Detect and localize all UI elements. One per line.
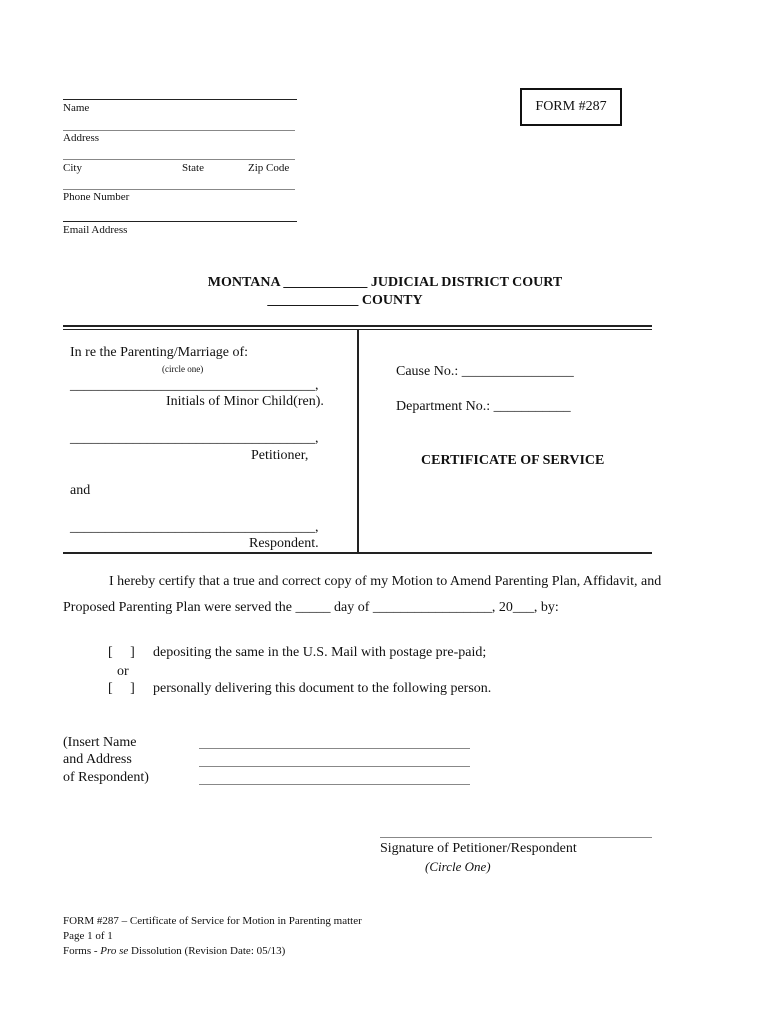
name-line[interactable]	[63, 99, 297, 100]
footer-page-number: Page 1 of 1	[63, 930, 113, 942]
signature-line[interactable]	[380, 837, 652, 838]
insert-label-line1: (Insert Name	[63, 735, 137, 750]
respondent-blank[interactable]: ___________________________________,	[70, 520, 319, 535]
footer-pro-se: Pro se	[100, 945, 129, 957]
petitioner-label: Petitioner,	[251, 448, 309, 463]
email-line[interactable]	[63, 221, 297, 222]
signature-label: Signature of Petitioner/Respondent	[380, 841, 577, 856]
caption-rule-top	[63, 325, 652, 327]
mail-checkbox[interactable]: [ ]	[108, 645, 135, 660]
and-label: and	[70, 483, 91, 498]
insert-label-line2: and Address	[63, 752, 132, 767]
personal-option-text: personally delivering this document to the following person.	[153, 681, 492, 696]
phone-label: Phone Number	[63, 191, 130, 203]
address-line[interactable]	[63, 130, 295, 131]
form-number-box	[520, 88, 622, 126]
court-heading-line2	[0, 293, 690, 309]
zip-label: Zip Code	[248, 162, 290, 174]
cause-number[interactable]: Cause No.: ________________	[396, 364, 574, 379]
form-number: FORM #287	[535, 99, 607, 114]
footer-revision	[63, 945, 285, 957]
court-heading-line1	[0, 275, 770, 291]
insert-label-line3: of Respondent)	[63, 770, 149, 785]
court-name: JUDICIAL DISTRICT COURT	[370, 275, 563, 290]
mail-option-text: depositing the same in the U.S. Mail with postage pre-paid;	[153, 645, 487, 660]
initials-label: Initials of Minor Child(ren).	[166, 394, 324, 409]
address-label: Address	[63, 132, 100, 144]
district-blank[interactable]: ____________	[283, 275, 368, 290]
footer-revision-suffix: Dissolution (Revision Date: 05/13)	[128, 945, 286, 957]
circle-one-note: (circle one)	[162, 364, 204, 374]
document-title: CERTIFICATE OF SERVICE	[421, 453, 605, 468]
caption-divider	[357, 330, 359, 552]
respondent-address-line-1[interactable]	[199, 748, 470, 749]
respondent-address-line-2[interactable]	[199, 766, 470, 767]
caption-rule-bottom	[63, 552, 652, 554]
petitioner-blank[interactable]: ___________________________________,	[70, 431, 319, 446]
city-state-zip-line[interactable]	[63, 159, 295, 160]
in-re-label: In re the Parenting/Marriage of:	[70, 345, 249, 360]
court-state: MONTANA	[207, 275, 280, 290]
or-label: or	[117, 664, 129, 679]
respondent-address-line-3[interactable]	[199, 784, 470, 785]
children-blank[interactable]: ___________________________________,	[70, 378, 319, 393]
footer-forms-prefix: Forms -	[63, 945, 101, 957]
certify-paragraph-line1: I hereby certify that a true and correct copy of my Motion to Amend Parenting Plan, Affidavit, and	[109, 574, 662, 589]
county-label: COUNTY	[361, 293, 423, 308]
phone-line[interactable]	[63, 189, 295, 190]
department-number[interactable]: Department No.: ___________	[396, 399, 571, 414]
city-label: City	[63, 162, 82, 174]
name-label: Name	[63, 102, 90, 114]
certify-paragraph-line2[interactable]: Proposed Parenting Plan were served the _____ day of _________________, 20___, by:	[63, 600, 559, 615]
email-label: Email Address	[63, 224, 128, 236]
state-label: State	[182, 162, 204, 174]
county-blank[interactable]: _____________	[267, 293, 359, 308]
signature-circle-note: (Circle One)	[425, 859, 491, 874]
respondent-label: Respondent.	[249, 536, 319, 551]
footer-form-title: FORM #287 – Certificate of Service for Motion in Parenting matter	[63, 915, 362, 927]
personal-checkbox[interactable]: [ ]	[108, 681, 135, 696]
